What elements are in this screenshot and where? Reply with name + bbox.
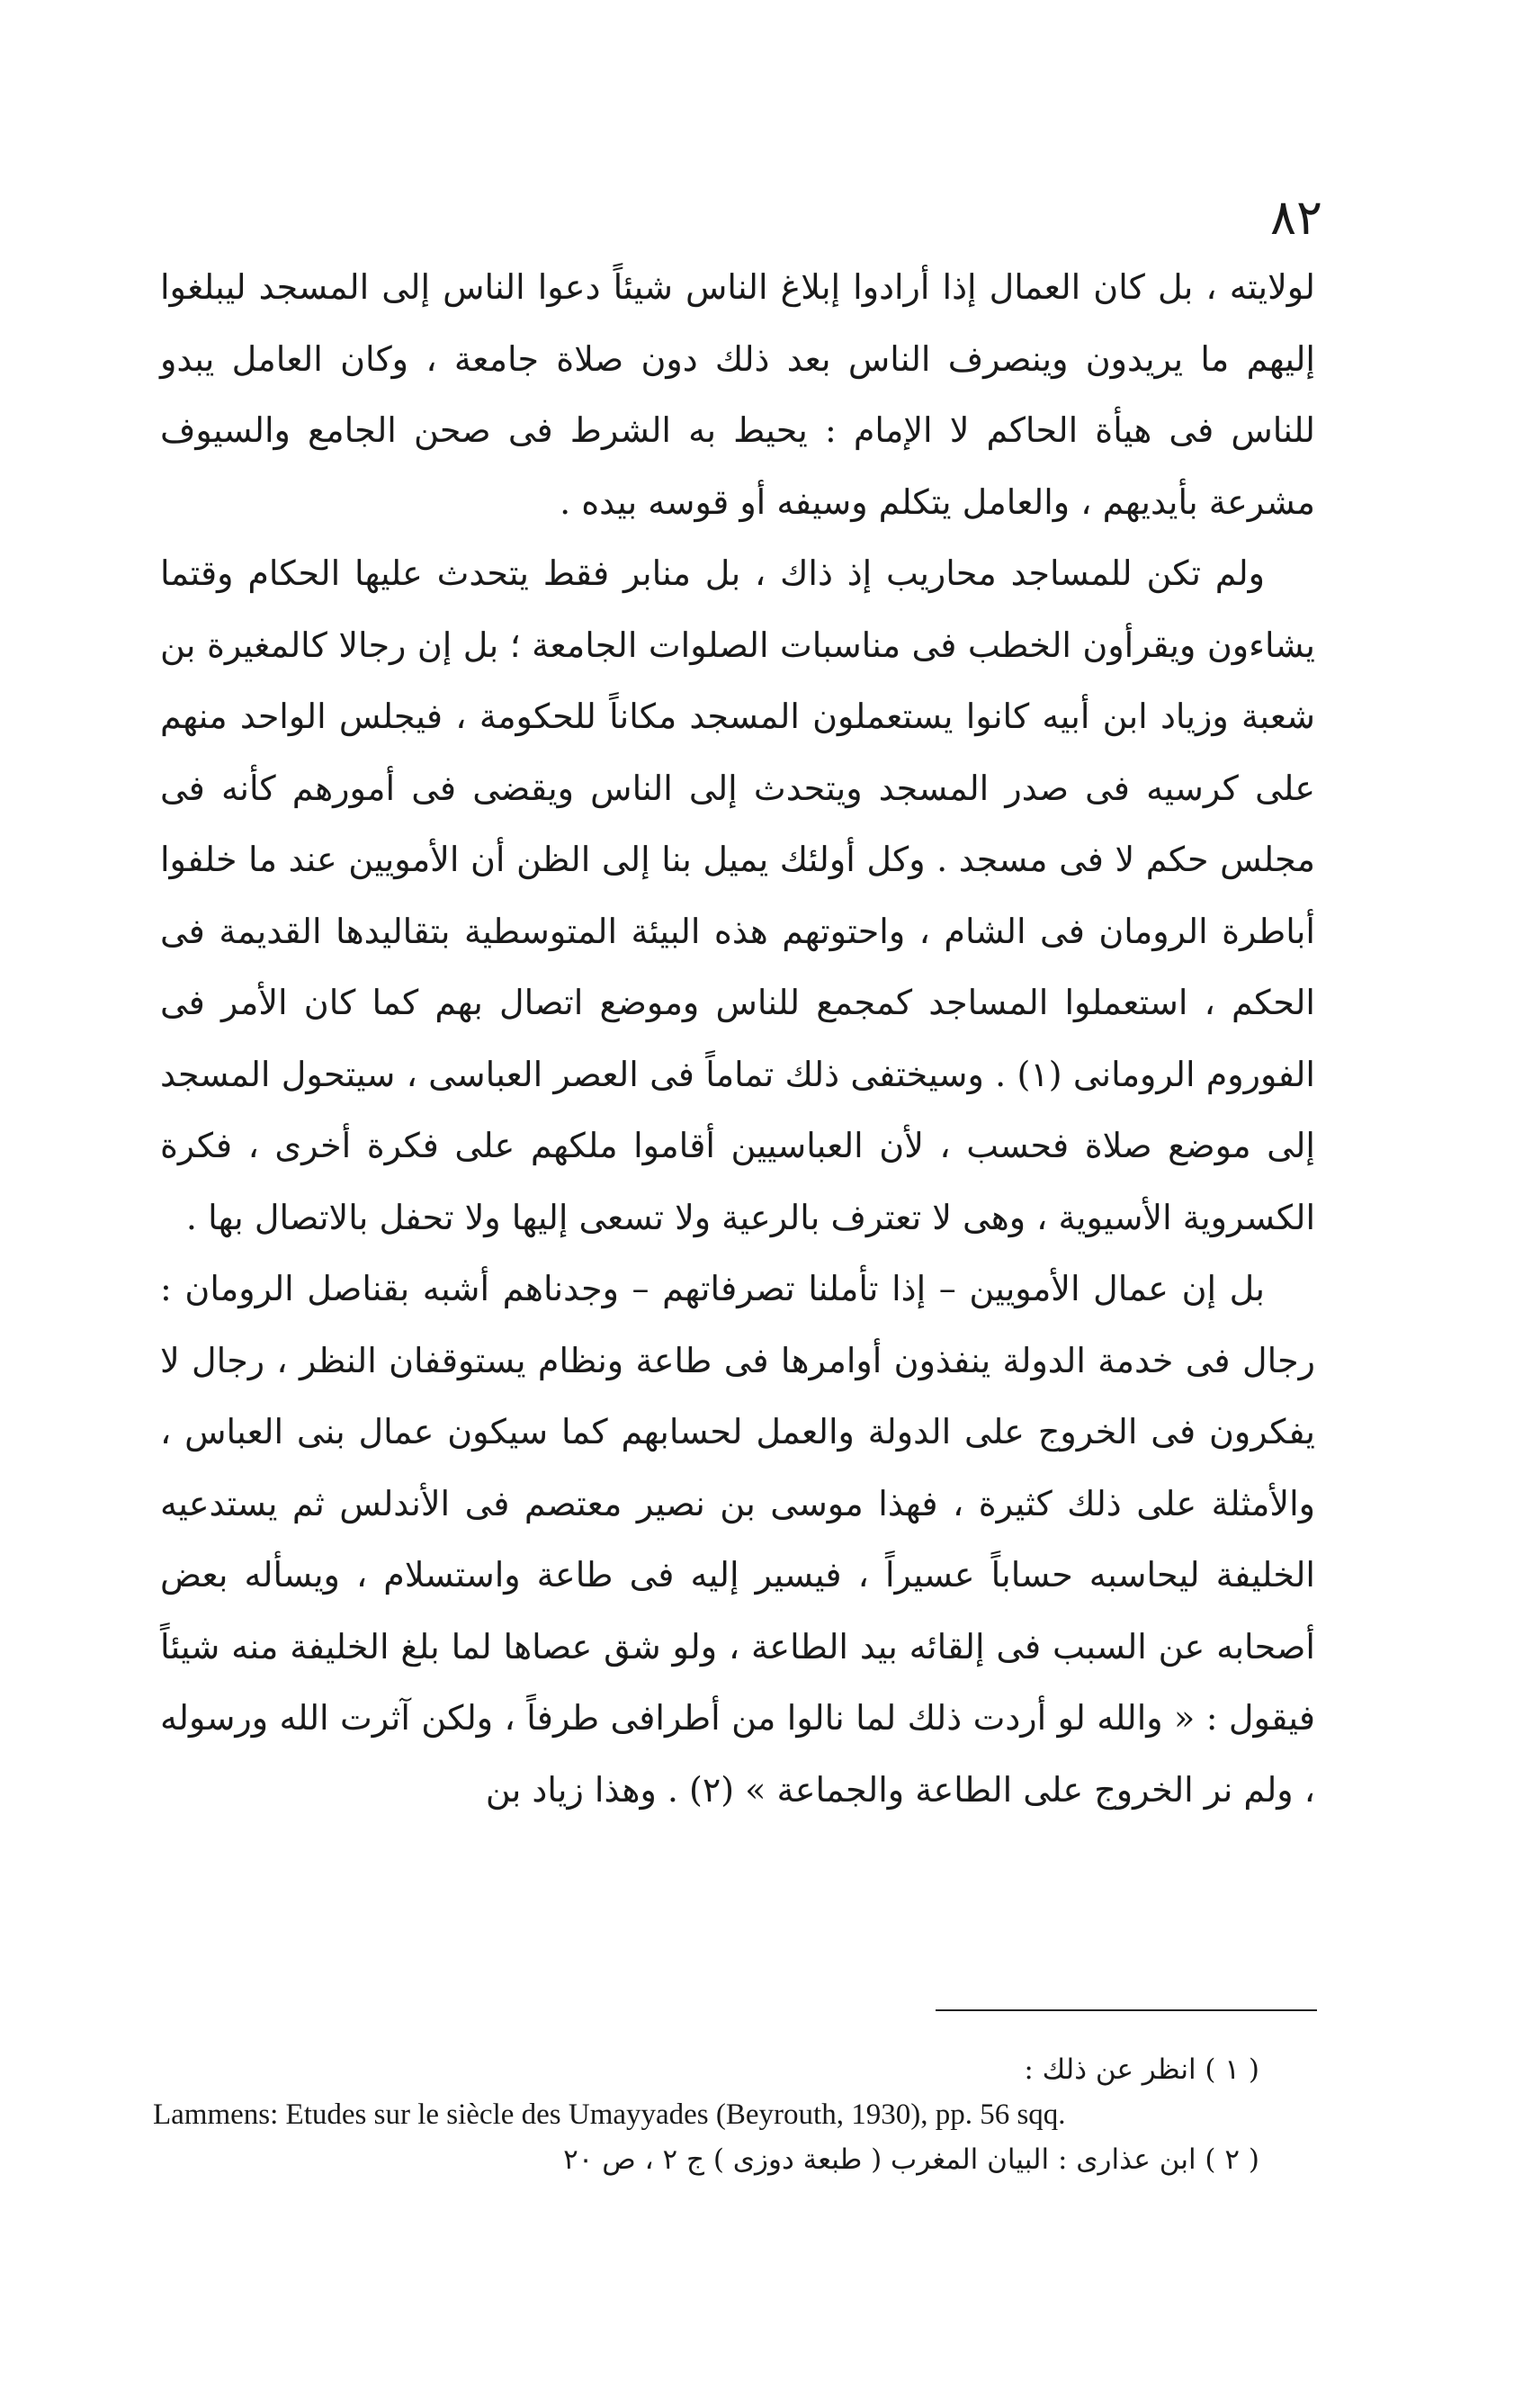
body-text	[160, 252, 1315, 1826]
paragraph-3: بل إن عمال الأمويين – إذا تأملنا تصرفاتهم – وجدناهم أشبه بقناصل الرومان : رجال فى خدمة الدولة ينفذون أوامرها فى طاعة ونظام يستوقفان النظر ، رجال لا يفكرون فى الخروج على الدولة والعمل لحسابهم كما سيكون عمال بنى العباس ، والأمثلة على ذلك كثيرة ، فهذا موسى بن نصير معتصم فى الأندلس ثم يستدعيه الخليفة ليحاسبه حساباً عسيراً ، فيسير إليه فى طاعة واستسلام ، ويسأله بعض أصحابه عن السبب فى إلقائه بيد الطاعة ، ولو شق عصاها لما بلغ الخليفة منه شيئاً فيقول : « والله لو أردت ذلك لما نالوا من أطرافى طرفاً ، ولكن آثرت الله ورسوله ، ولم نر الخروج على الطاعة والجماعة » (٢) . وهذا زياد بن	[160, 1269, 1315, 1810]
footnote-separator	[936, 2009, 1317, 2011]
footnotes	[144, 2047, 1259, 2182]
footnote-1-arabic: ( ١ ) انظر عن ذلك :	[1024, 2053, 1259, 2086]
footnote-2: ( ٢ ) ابن عذارى : البيان المغرب ( طبعة دوزى ) ج ٢ ، ص ٢٠	[563, 2143, 1259, 2176]
footnote-1-latin: Lammens: Etudes sur le siècle des Umayyades (Beyrouth, 1930), pp. 56 sqq.	[153, 2098, 1066, 2131]
paragraph-2: ولم تكن للمساجد محاريب إذ ذاك ، بل منابر فقط يتحدث عليها الحكام وقتما يشاءون ويقرأون الخطب فى مناسبات الصلوات الجامعة ؛ بل إن رجالا كالمغيرة بن شعبة وزياد ابن أبيه كانوا يستعملون المسجد مكاناً للحكومة ، فيجلس الواحد منهم على كرسيه فى صدر المسجد ويتحدث إلى الناس ويقضى فى أمورهم كأنه فى مجلس حكم لا فى مسجد . وكل أولئك يميل بنا إلى الظن أن الأمويين عند ما خلفوا أباطرة الرومان فى الشام ، واحتوتهم هذه البيئة المتوسطية بتقاليدها القديمة فى الحكم ، استعملوا المساجد كمجمع للناس وموضع اتصال بهم كما كان الأمر فى الفوروم الرومانى (١) . وسيختفى ذلك تماماً فى العصر العباسى ، سيتحول المسجد إلى موضع صلاة فحسب ، لأن العباسيين أقاموا ملكهم على فكرة أخرى ، فكرة الكسروية الأسيوية ، وهى لا تعترف بالرعية ولا تسعى إليها ولا تحفل بالاتصال بها .	[160, 553, 1315, 1237]
page-number: ٨٢	[1269, 189, 1322, 246]
paragraph-1: لولايته ، بل كان العمال إذا أرادوا إبلاغ الناس شيئاً دعوا الناس إلى المسجد ليبلغوا إليهم ما يريدون وينصرف الناس بعد ذلك دون صلاة جامعة ، وكان العامل يبدو للناس فى هيأة الحاكم لا الإمام : يحيط به الشرط فى صحن الجامع والسيوف مشرعة بأيديهم ، والعامل يتكلم وسيفه أو قوسه بيده .	[160, 267, 1315, 522]
